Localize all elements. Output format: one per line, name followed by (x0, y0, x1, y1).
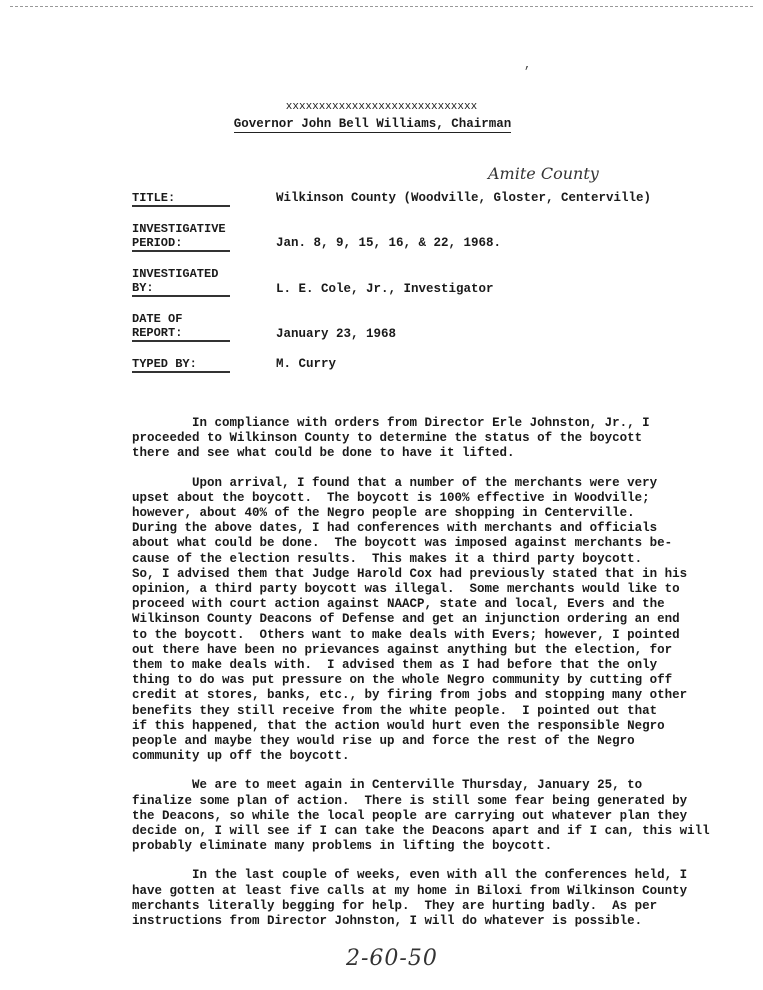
paragraph: In the last couple of weeks, even with all the conferences held, I have gotten at least five calls at my home in Biloxi from Wilkinson County merchants literally begging for help. They are hurting badly. As per instructions from Director Johnston, I will do whatever is possible. (132, 868, 688, 929)
struck-out-line: xxxxxxxxxxxxxxxxxxxxxxxxxxxxx (285, 101, 478, 113)
period-value: Jan. 8, 9, 15, 16, & 22, 1968. (276, 236, 502, 250)
paragraph: We are to meet again in Centerville Thursday, January 25, to finalize some plan of action. There is still some fear being generated by the Deacons, so while the local people are carrying out whatever plan they decide on, I will see if I can take the Deacons apart and if I can, this will probably eliminate many problems in lifting the boycott. (132, 778, 710, 854)
investigated-by-value: L. E. Cole, Jr., Investigator (276, 282, 494, 296)
handwritten-document-number: 2-60-50 (346, 946, 438, 971)
paragraph: In compliance with orders from Director Erle Johnston, Jr., I proceeded to Wilkinson County to determine the status of the boycott there and see what could be done to have it lifted. (132, 416, 650, 461)
paragraph: Upon arrival, I found that a number of the merchants were very upset about the boycott. The boycott is 100% effective in Woodville; however, about 40% of the Negro people are shopping in Centerville. During the above dates, I had conferences with merchants and officials about what could be done. The boycott was imposed against merchants be- cause of the election results. This makes it a third party boycott. So, I advised them that Judge Harold Cox had previously stated that in his opinion, a third party boycott was illegal. Some merchants would like to proceed with court action against NAACP, state and local, Evers and the Wilkinson County Deacons of Defense and get an injunction ordering an end to the boycott. Others want to make deals with Evers; however, I pointed out there have been no prievances against anything but the election, for them to make deals with. I advised them as I had before that the only thing to do was put pressure on the whole Negro community by cutting off credit at stores, banks, etc., by firing from jobs and stopping many other benefits they still receive from the white people. I pointed out that if this happened, that the action would hurt even the responsible Negro people and maybe they would rise up and force the rest of the Negro community up off the boycott. (132, 475, 688, 764)
period-label: INVESTIGATIVE PERIOD: (132, 222, 230, 252)
date-of-report-value: January 23, 1968 (276, 327, 397, 341)
title-label: TITLE: (132, 191, 230, 207)
chairman-line: Governor John Bell Williams, Chairman (233, 117, 512, 131)
date-of-report-label: DATE OF REPORT: (132, 312, 230, 342)
letterhead (0, 100, 763, 133)
report-body (132, 416, 712, 943)
typed-by-label: TYPED BY: (132, 357, 230, 373)
investigated-by-label: INVESTIGATED BY: (132, 267, 230, 297)
stray-mark: , (524, 58, 532, 72)
handwritten-annotation: Amite County (488, 164, 599, 183)
typed-by-value: M. Curry (276, 357, 337, 371)
title-value: Wilkinson County (Woodville, Gloster, Centerville) (276, 191, 652, 205)
top-border (10, 6, 753, 7)
